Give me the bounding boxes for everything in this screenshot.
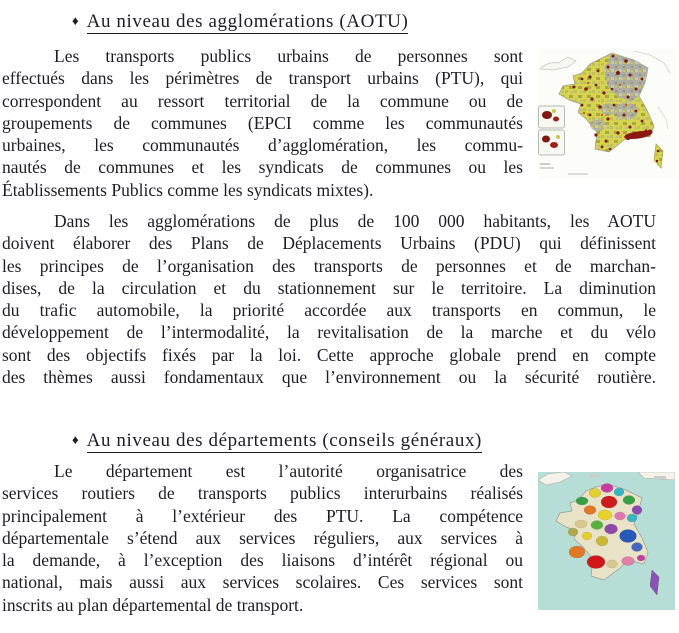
diamond-bullet-icon: ♦ bbox=[72, 432, 79, 447]
text-line: doivent élaborer des Plans de Déplacements Urbains (PDU) qui définissent bbox=[2, 233, 656, 254]
map-inset-boxes bbox=[539, 106, 565, 155]
france-ptu-map-svg bbox=[538, 49, 676, 179]
heading-text: Au niveau des agglomérations (AOTU) bbox=[86, 11, 409, 32]
text-line: sont des objectifs fixés par la loi. Cette approche globale prend en compte bbox=[2, 344, 656, 365]
section-heading-departements bbox=[72, 428, 482, 453]
text-line: dises, de la circulation et du stationnement sur le territoire. La diminution bbox=[2, 277, 656, 298]
text-line: développement de l’intermodalité, la revitalisation de la marche et du vélo bbox=[2, 322, 656, 343]
text-line: Établissements Publics comme les syndicats mixtes). bbox=[2, 179, 374, 200]
paragraph-pdu bbox=[2, 210, 656, 388]
france-departements-map-svg bbox=[538, 472, 675, 610]
text-line: du trafic automobile, la priorité accordée aux transports en commun, le bbox=[2, 300, 656, 321]
text-line: national, mais aussi aux services scolaires. Ces services sont bbox=[2, 572, 523, 593]
heading-text: Au niveau des départements (conseils généraux) bbox=[86, 430, 482, 451]
text-line: urbaines, les communautés d’agglomération, les commu- bbox=[2, 135, 523, 156]
france-departements-map bbox=[538, 472, 675, 610]
text-line: groupements de communes (EPCI comme les communautés bbox=[2, 112, 523, 133]
text-line: effectués dans les périmètres de transport urbains (PTU), qui bbox=[2, 68, 523, 89]
text-line: Le département est l’autorité organisatrice des bbox=[54, 461, 523, 481]
text-line: les principes de l’organisation des transports de personnes et de marchan- bbox=[2, 255, 656, 276]
section-heading-agglomerations bbox=[72, 9, 408, 34]
paragraph-departements bbox=[2, 460, 523, 616]
text-line: la demande, à l’exception des liaisons d’intérêt régional ou bbox=[2, 550, 523, 571]
text-line: départementale s’étend aux services réguliers, aux services à bbox=[2, 527, 523, 548]
paragraph-agglomerations bbox=[2, 45, 523, 201]
text-line: nautés de communes et les syndicats de communes ou les bbox=[2, 157, 523, 178]
text-line: des thèmes aussi fondamentaux que l’environnement ou la sécurité routière. bbox=[2, 367, 656, 388]
diamond-bullet-icon: ♦ bbox=[72, 13, 79, 28]
text-line: Les transports publics urbains de personnes sont bbox=[54, 46, 523, 66]
text-line: Dans les agglomérations de plus de 100 000 habitants, les AOTU bbox=[54, 211, 656, 231]
text-line: inscrits au plan départemental de transport. bbox=[2, 594, 304, 615]
text-line: services routiers de transports publics interurbains réalisés bbox=[2, 483, 523, 504]
france-ptu-map bbox=[538, 49, 676, 179]
text-line: correspondent au ressort territorial de la commune ou de bbox=[2, 90, 523, 111]
text-line: principalement à l’extérieur des PTU. La compétence bbox=[2, 505, 523, 526]
